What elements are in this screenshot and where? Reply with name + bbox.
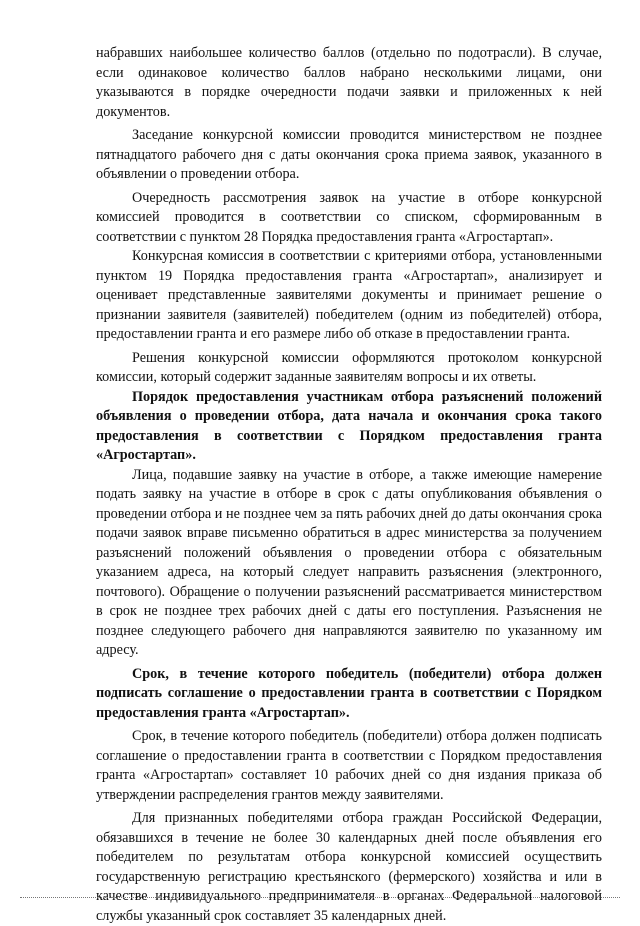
paragraph-agreement-term: Срок, в течение которого победитель (победители) отбора должен подписать соглашение о предоставлении гранта в соответствии с Порядком предоставления гранта «Агростартап» составляет 10 рабочих дней со дня издания приказа об утверждении распределения грантов между заявителями. <box>96 728 602 803</box>
paragraph-commission-meeting: Заседание конкурсной комиссии проводится министерством не позднее пятнадцатого рабочего дня с даты окончания срока приема заявок, указанного в объявлении о проведении отбора. <box>96 127 602 182</box>
section-heading-clarifications: Порядок предоставления участникам отбора разъяснений положений объявления о проведении отбора, дата начала и окончания срока такого предоставления в соответствии с Порядком предоставления гранта «Агростартап». <box>96 388 602 463</box>
document-page <box>96 44 602 926</box>
section-heading-agreement-term: Срок, в течение которого победитель (победители) отбора должен подписать соглашение о предоставлении гранта в соответствии с Порядком предоставления гранта «Агростартап». <box>96 665 602 721</box>
paragraph-citizens-term: Для признанных победителями отбора граждан Российской Федерации, обязавшихся в течение не более 30 календарных дней после объявления его победителем по результатам отбора конкурсной комиссией осуществить государственную регистрацию крестьянского (фермерского) хозяйства и или в качестве индивидуального предпринимателя в органах Федеральной налоговой службы указанный срок составляет 35 календарных дней. <box>96 810 602 924</box>
paragraph-review-order: Очередность рассмотрения заявок на участие в отборе конкурсной комиссией проводится в соответствии со списком, сформированным в соответствии с пунктом 28 Порядка предоставления гранта «Агростартап». <box>96 189 602 245</box>
paragraph-decisions: Решения конкурсной комиссии оформляются протоколом конкурсной комиссии, который содержит заданные заявителям вопросы и их ответы. <box>96 349 602 385</box>
paragraph-evaluation: Конкурсная комиссия в соответствии с критериями отбора, установленными пунктом 19 Порядка предоставления гранта «Агростартап», анализирует и оценивает представленные заявителями документы и принимает решение о признании заявителя (заявителей) победителем (одним из победителей) отбора, предоставлении гранта и его размере либо об отказе в предоставлении гранта. <box>96 248 602 342</box>
paragraph-continued: набравших наибольшее количество баллов (отдельно по подотрасли). В случае, если одинаковое количество баллов набрано несколькими лицами, они указываются в порядке очередности подачи заявки и приложенных к ней документов. <box>96 45 602 120</box>
paragraph-clarifications: Лица, подавшие заявку на участие в отборе, а также имеющие намерение подать заявку на участие в отборе в срок с даты опубликования объявления о проведении отбора и не позднее чем за пять рабочих дней до даты окончания срока подачи заявок вправе письменно обратиться в адрес министерства за получением разъяснений положений объявления о проведении отбора с обязательным указанием адреса, на который следует направить разъяснения (электронного, почтового). Обращение о получении разъяснений рассматривается министерством в срок не позднее трех рабочих дней с даты его поступления. Разъяснения не позднее следующего рабочего дня направляются заявителю по указанному им адресу. <box>96 466 602 658</box>
page-bottom-divider <box>20 897 620 898</box>
